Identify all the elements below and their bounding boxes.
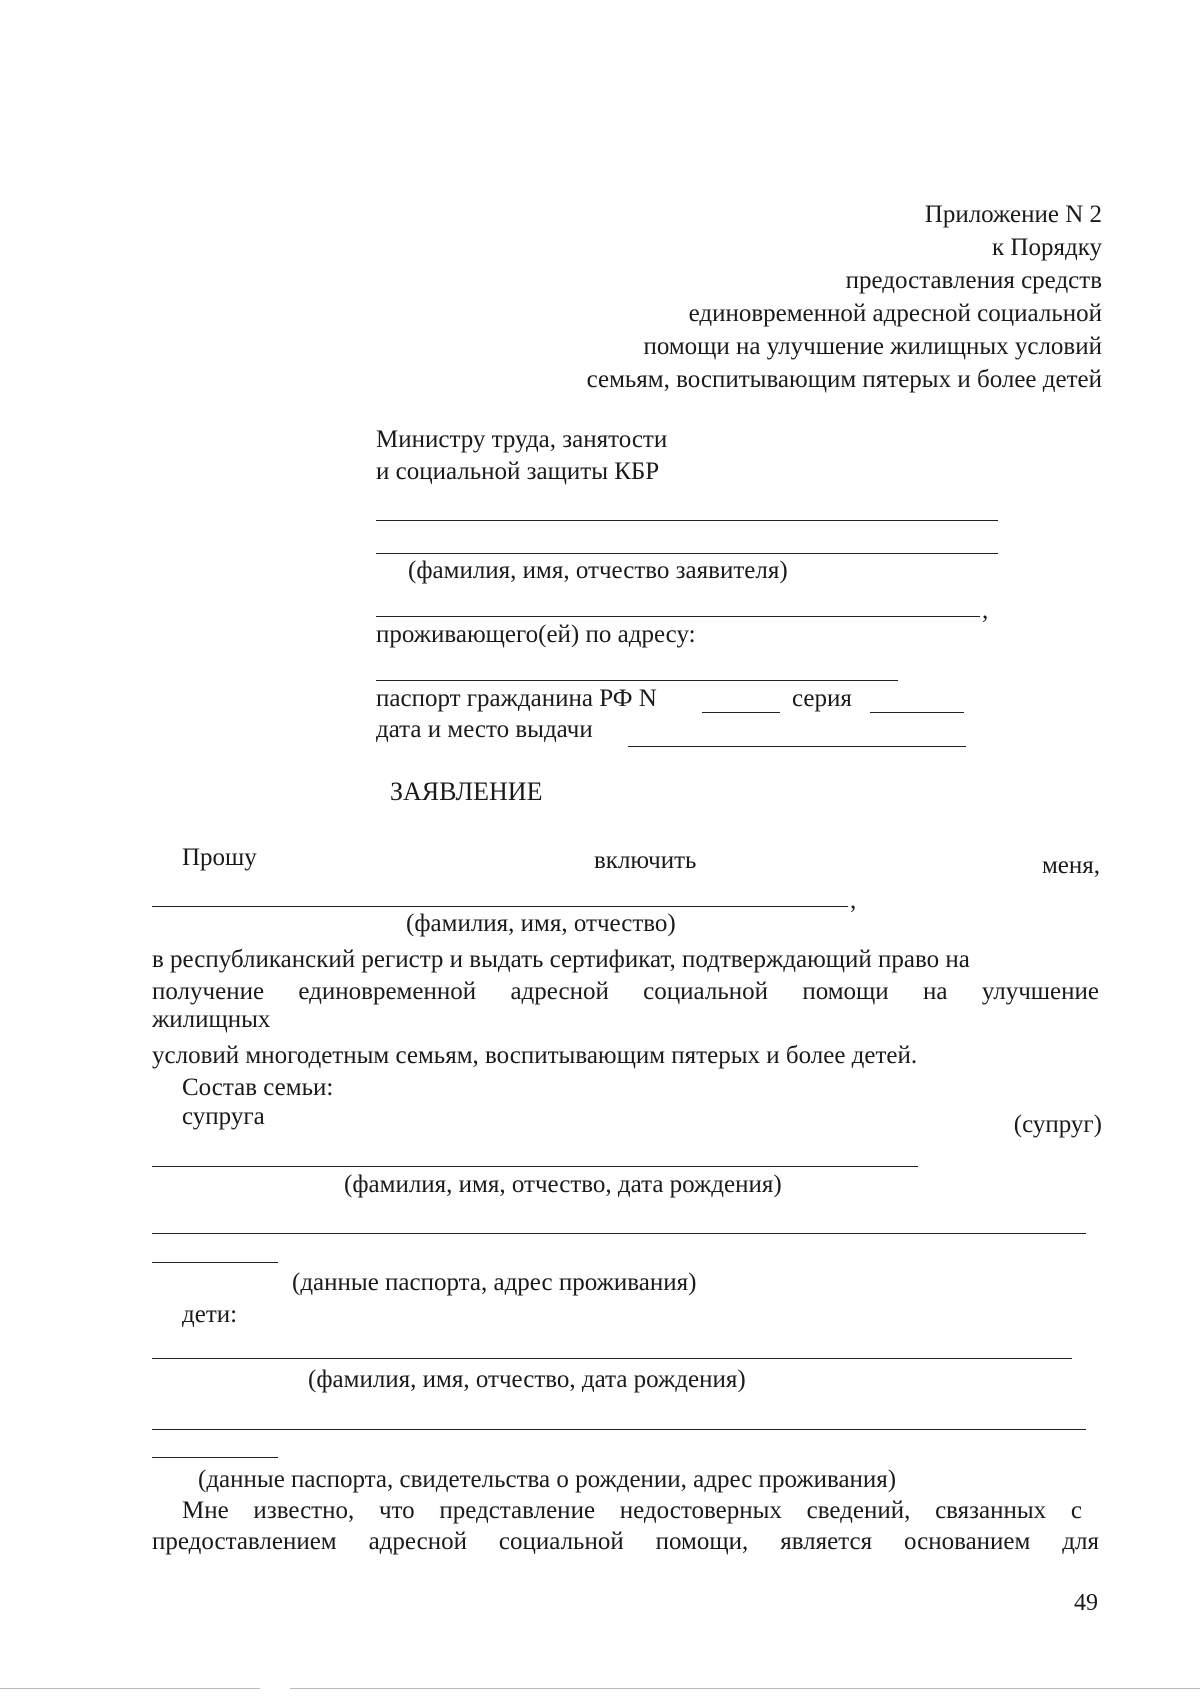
appendix-line: предоставления средств	[845, 267, 1102, 294]
appendix-line: единовременной адресной социальной	[688, 300, 1102, 327]
applicant-name-caption: (фамилия, имя, отчество заявителя)	[408, 557, 788, 584]
fio-caption: (фамилия, имя, отчество)	[406, 910, 676, 937]
spouse-name-field[interactable]	[152, 1166, 918, 1167]
appendix-line: к Порядку	[992, 234, 1102, 261]
spouse-doc-caption: (данные паспорта, адрес проживания)	[292, 1269, 697, 1296]
appendix-line: семьям, воспитывающим пятерых и более детей	[586, 366, 1102, 393]
passport-series-field[interactable]	[870, 712, 964, 713]
family-label: Состав семьи:	[182, 1074, 334, 1101]
passport-number-field[interactable]	[702, 712, 780, 713]
spouse-label-alt: (супруг)	[1013, 1111, 1102, 1138]
children-name-field[interactable]	[152, 1358, 1072, 1359]
request-word-1: Прошу	[182, 844, 257, 871]
children-doc-caption: (данные паспорта, свидетельства о рождении, адрес проживания)	[198, 1466, 897, 1493]
applicant-fio-field[interactable]	[152, 906, 848, 907]
addressee-line-1: Министру труда, занятости	[376, 426, 668, 453]
spouse-doc-field-2[interactable]	[152, 1262, 278, 1263]
scan-edge-line	[0, 1688, 260, 1689]
issue-label: дата и место выдачи	[376, 716, 593, 743]
applicant-name-line-1[interactable]	[376, 520, 998, 521]
children-caption: (фамилия, имя, отчество, дата рождения)	[308, 1366, 746, 1393]
spouse-label: супруга	[182, 1103, 265, 1130]
paragraph-line: в республиканский регистр и выдать сертификат, подтверждающий право на	[152, 946, 970, 973]
closing-line-1: Мне известно, что представление недостоверных сведений, связанных с	[182, 1497, 1082, 1524]
request-word-2: включить	[594, 847, 697, 874]
children-label: дети:	[182, 1301, 238, 1328]
residing-label: проживающего(ей) по адресу:	[376, 621, 696, 648]
paragraph-line: условий многодетным семьям, воспитывающим пятерых и более детей.	[152, 1042, 918, 1069]
children-doc-field-1[interactable]	[152, 1429, 1086, 1430]
spouse-caption: (фамилия, имя, отчество, дата рождения)	[344, 1171, 782, 1198]
appendix-title: Приложение N 2	[924, 201, 1102, 228]
document-title: ЗАЯВЛЕНИЕ	[390, 777, 543, 806]
paragraph-line-justified: получение единовременной адресной социальной помощи на улучшение	[152, 978, 1099, 1005]
issue-date-place-field[interactable]	[628, 746, 966, 747]
page-number: 49	[1074, 1590, 1098, 1616]
appendix-line: помощи на улучшение жилищных условий	[643, 333, 1102, 360]
series-label: серия	[792, 685, 852, 712]
closing-line-2: предоставлением адресной социальной помощи, является основанием для	[152, 1528, 1099, 1555]
paragraph-line: жилищных	[152, 1006, 271, 1033]
comma: ,	[850, 887, 857, 914]
comma: ,	[982, 597, 989, 624]
passport-label: паспорт гражданина РФ N	[376, 685, 657, 712]
spouse-doc-field-1[interactable]	[152, 1233, 1086, 1234]
scan-edge-line	[290, 1688, 1200, 1689]
addressee-line-2: и социальной защиты КБР	[376, 458, 660, 485]
address-line[interactable]	[376, 680, 898, 681]
applicant-name-line-3[interactable]	[376, 616, 980, 617]
request-word-3: меня,	[1041, 852, 1100, 879]
applicant-name-line-2[interactable]	[376, 553, 998, 554]
children-doc-field-2[interactable]	[152, 1457, 278, 1458]
